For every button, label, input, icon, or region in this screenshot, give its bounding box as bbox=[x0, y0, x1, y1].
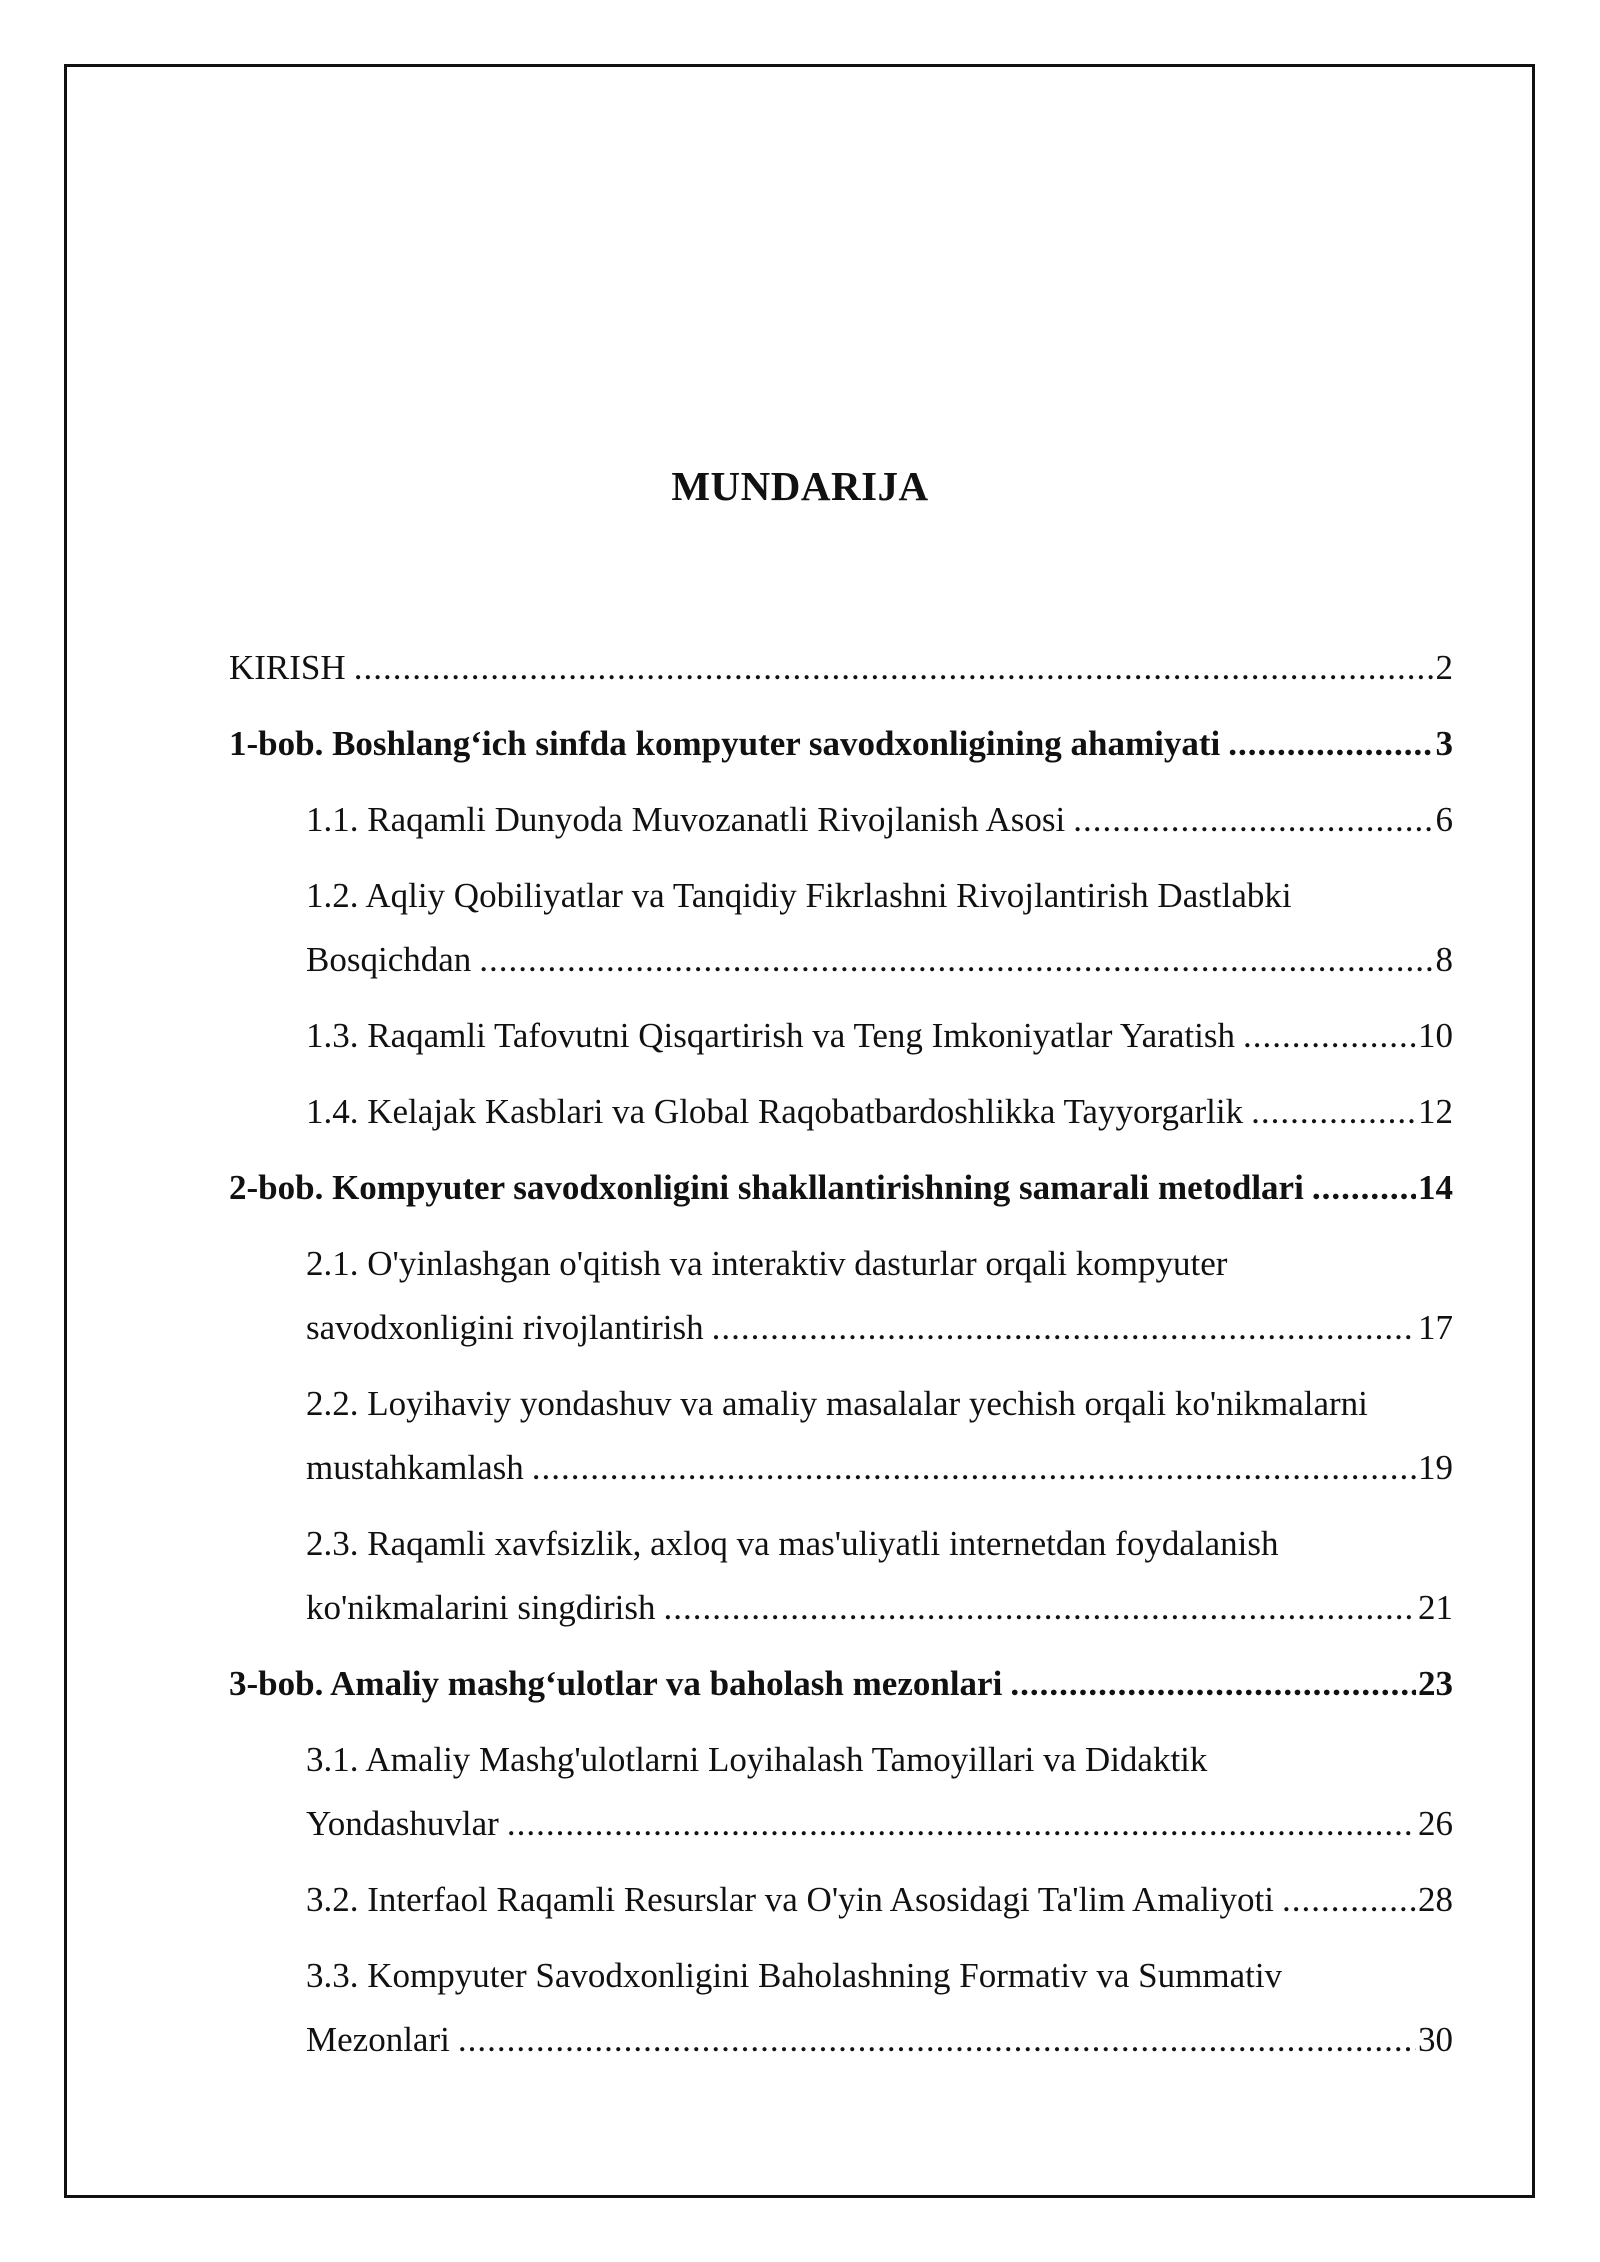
toc-entry-intro[interactable] bbox=[229, 636, 1453, 700]
toc-entry-chapter[interactable] bbox=[229, 712, 1453, 776]
dot-leader bbox=[1312, 1156, 1416, 1220]
toc-page-number: 2 bbox=[1435, 648, 1453, 687]
toc-entry-title-line: 1.2. Aqliy Qobiliyatlar va Tanqidiy Fikrlashni Rivojlantirish Dastlabki bbox=[306, 876, 1292, 915]
toc-entry-line bbox=[229, 1156, 1453, 1220]
toc-entry-chapter[interactable] bbox=[229, 1156, 1453, 1220]
toc-entry-section[interactable] bbox=[229, 1080, 1453, 1144]
dot-leader bbox=[507, 1792, 1416, 1856]
toc-entry-title: 3-bob. Amaliy mashg‘ulotlar va baholash mezonlari bbox=[229, 1664, 1003, 1703]
toc-page-number: 19 bbox=[1418, 1448, 1453, 1487]
toc-entry-line bbox=[306, 1792, 1453, 1856]
toc-entry-title-line: 2.2. Loyihaviy yondashuv va amaliy masalalar yechish orqali ko'nikmalarni bbox=[306, 1384, 1368, 1423]
dot-leader bbox=[532, 1436, 1416, 1500]
toc-entry-title: 3.2. Interfaol Raqamli Resurslar va O'yin Asosidagi Ta'lim Amaliyoti bbox=[306, 1880, 1274, 1919]
toc-entry-line bbox=[306, 1296, 1453, 1360]
toc-entry-title: KIRISH bbox=[229, 648, 346, 687]
toc-page-number: 3 bbox=[1435, 724, 1453, 763]
toc-entry-title: 2-bob. Kompyuter savodxonligini shakllantirishning samarali metodlari bbox=[229, 1168, 1304, 1207]
toc-page-number: 6 bbox=[1435, 800, 1453, 839]
dot-leader bbox=[1243, 1004, 1416, 1068]
dot-leader bbox=[479, 928, 1433, 992]
toc-entry-title: Mezonlari bbox=[306, 2020, 450, 2059]
toc-entry-title: Yondashuvlar bbox=[306, 1804, 499, 1843]
toc-entry-title: ko'nikmalarini singdirish bbox=[306, 1588, 656, 1627]
toc-entry-line bbox=[306, 1576, 1453, 1640]
toc-page-number: 10 bbox=[1418, 1016, 1453, 1055]
toc-entry-line bbox=[306, 1868, 1453, 1932]
toc-entry-title-line: 2.3. Raqamli xavfsizlik, axloq va mas'uliyatli internetdan foydalanish bbox=[306, 1524, 1279, 1563]
dot-leader bbox=[712, 1296, 1416, 1360]
toc-entry-line bbox=[306, 928, 1453, 992]
dot-leader bbox=[354, 636, 1434, 700]
toc-entry-line bbox=[229, 712, 1453, 776]
toc-page-number: 14 bbox=[1418, 1168, 1453, 1207]
toc-entry-line bbox=[306, 788, 1453, 852]
toc-entry-section[interactable] bbox=[229, 864, 1453, 992]
toc-entry-line bbox=[229, 1652, 1453, 1716]
dot-leader bbox=[458, 2008, 1416, 2072]
toc-entry-title-line: 3.3. Kompyuter Savodxonligini Baholashning Formativ va Summativ bbox=[306, 1956, 1283, 1995]
toc-entry-title: 1.3. Raqamli Tafovutni Qisqartirish va Teng Imkoniyatlar Yaratish bbox=[306, 1016, 1235, 1055]
toc-entry-section[interactable] bbox=[229, 1944, 1453, 2072]
toc-entry-section[interactable] bbox=[229, 1512, 1453, 1640]
toc-page-number: 23 bbox=[1418, 1664, 1453, 1703]
toc-entry-section[interactable] bbox=[229, 1868, 1453, 1932]
toc-entry-line bbox=[229, 636, 1453, 700]
toc-entry-title: 1.4. Kelajak Kasblari va Global Raqobatbardoshlikka Tayyorgarlik bbox=[306, 1092, 1244, 1131]
toc-entry-title: 1.1. Raqamli Dunyoda Muvozanatli Rivojlanish Asosi bbox=[306, 800, 1066, 839]
dot-leader bbox=[1073, 788, 1433, 852]
toc-entry-section[interactable] bbox=[229, 1232, 1453, 1360]
page-title: MUNDARIJA bbox=[671, 463, 929, 509]
toc-page-number: 28 bbox=[1418, 1880, 1453, 1919]
toc-entry-title-line: 2.1. O'yinlashgan o'qitish va interaktiv dasturlar orqali kompyuter bbox=[306, 1244, 1228, 1283]
toc-entry-chapter[interactable] bbox=[229, 1652, 1453, 1716]
toc-entry-title-line: 3.1. Amaliy Mashg'ulotlarni Loyihalash Tamoyillari va Didaktik bbox=[306, 1740, 1208, 1779]
dot-leader bbox=[663, 1576, 1416, 1640]
toc-entry-title: mustahkamlash bbox=[306, 1448, 524, 1487]
toc-entry-section[interactable] bbox=[229, 1004, 1453, 1068]
toc-entry-title: Bosqichdan bbox=[306, 940, 472, 979]
toc-page-number: 21 bbox=[1418, 1588, 1453, 1627]
toc-entry-line bbox=[306, 2008, 1453, 2072]
toc-page-number: 8 bbox=[1435, 940, 1453, 979]
toc-entry-line bbox=[306, 1436, 1453, 1500]
toc-entry-section[interactable] bbox=[229, 788, 1453, 852]
dot-leader bbox=[1251, 1080, 1416, 1144]
toc-entry-section[interactable] bbox=[229, 1372, 1453, 1500]
toc-page-number: 26 bbox=[1418, 1804, 1453, 1843]
toc-entry-title: 1-bob. Boshlang‘ich sinfda kompyuter savodxonligining ahamiyati bbox=[229, 724, 1221, 763]
dot-leader bbox=[1010, 1652, 1416, 1716]
toc-entry-line bbox=[306, 1004, 1453, 1068]
dot-leader bbox=[1282, 1868, 1416, 1932]
toc-entry-section[interactable] bbox=[229, 1728, 1453, 1856]
toc-page-number: 12 bbox=[1418, 1092, 1453, 1131]
toc-entry-line bbox=[306, 1080, 1453, 1144]
table-of-contents bbox=[229, 636, 1453, 2084]
toc-entry-title: savodxonligini rivojlantirish bbox=[306, 1308, 704, 1347]
toc-page-number: 17 bbox=[1418, 1308, 1453, 1347]
toc-page-number: 30 bbox=[1418, 2020, 1453, 2059]
dot-leader bbox=[1228, 712, 1433, 776]
